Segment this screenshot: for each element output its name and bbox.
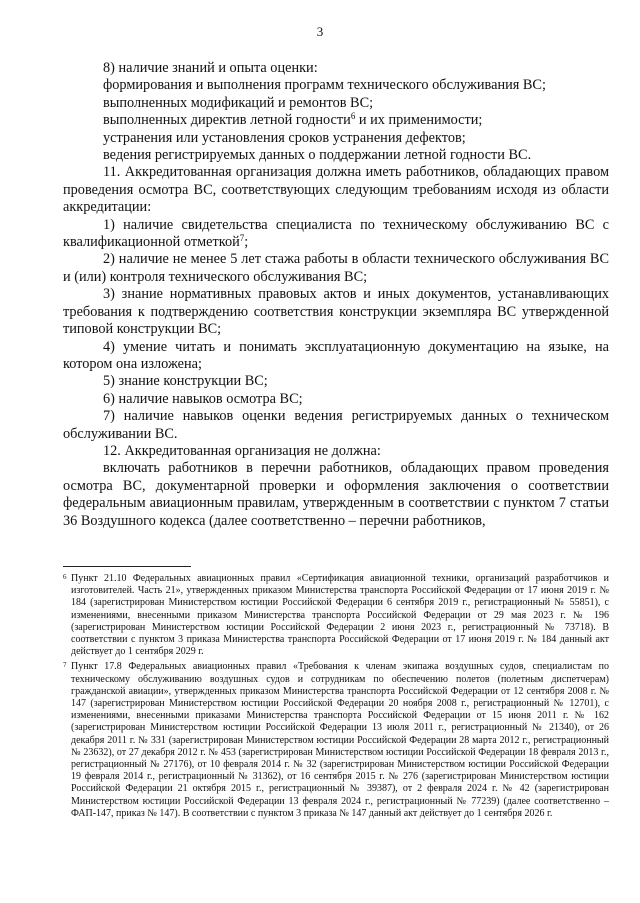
footnote-mark: 7 [63, 661, 67, 670]
footnote-ref-6: 6 [350, 111, 356, 122]
paragraph-experience: 2) наличие не менее 5 лет стажа работы в области технического обслуживания ВС и (или) контроля технического обслуживания ВС; [63, 251, 609, 285]
footnote-ref-7: 7 [239, 233, 245, 244]
paragraph-recorded-data: ведения регистрируемых данных о поддержании летной годности ВС. [103, 147, 532, 164]
paragraph-certificate [63, 217, 609, 252]
footnote-text: Пункт 17.8 Федеральных авиационных правил «Требования к членам экипажа воздушных судов, специалистам по техническому обслуживанию воздушных судов и сотрудникам по обеспечению полетов (полетным диспетчерам) гражданской авиации», утвержденных приказом Министерства транспорта Российской Федерации от 12 сентября 2008 г. № 147 (зарегистрирован Министерством юстиции Российской Федерации 20 ноября 2008 г., регистрационный № 12701), с изменениями, внесенными приказами Министерства транспорта Российской Федерации от 15 июня 2011 г. № 162 (зарегистрирован Министерством юстиции Российской Федерации 13 июля 2011 г., регистрационный № 21340), от 26 декабря 2011 г. № 331 (зарегистрирован Министерством юстиции Российской Федерации 28 марта 2012 г., регистрационный № 23632), от 27 декабря 2012 г. № 453 (зарегистрирован Министерством юстиции Российской Федерации 18 февраля 2013 г., регистрационный № 27176), от 10 февраля 2014 г. № 32 (зарегистрирован Министерством юстиции Российской Федерации 19 февраля 2014 г., регистрационный № 31362), от 16 сентября 2015 г. № 276 (зарегистрирован Министерством юстиции Российской Федерации 21 октября 2015 г., регистрационный № 39387), от 2 февраля 2024 г. № 42 (зарегистрирован Министерством юстиции Российской Федерации 13 февраля 2024 г., регистрационный № 77239) (далее соответственно – ФАП-147, приказ № 147). В соответствии с пунктом 3 приказа № 147 данный акт действует до 1 сентября 2026 г. [71, 661, 609, 819]
paragraph-text: выполненных директив летной годности [103, 112, 351, 129]
paragraph-text: ; [244, 234, 249, 251]
paragraph-documentation: 4) умение читать и понимать эксплуатационную документацию на языке, на котором она изложена; [63, 338, 609, 372]
footnote-mark: 6 [63, 573, 67, 581]
paragraph-data-skills: 7) наличие навыков оценки ведения регистрируемых данных о техническом обслуживании ВС. [63, 408, 609, 442]
footnotes [63, 573, 609, 823]
paragraph-defects: устранения или установления сроков устранения дефектов; [103, 129, 466, 146]
paragraph-include-workers: включать работников в перечни работников, обладающих правом проведения осмотра ВС, документарной проверки и оформления заключения о соответствии федеральным авиационным правилам, утвержденным в соответствии с пунктом 7 статьи 36 Воздушного кодекса (далее соответственно – перечни работников, [63, 460, 609, 529]
paragraph-construction: 5) знание конструкции ВС; [103, 373, 268, 390]
footnote-7 [63, 661, 609, 820]
paragraph-knowledge-heading: 8) наличие знаний и опыта оценки: [103, 60, 318, 76]
paragraph-modifications: выполненных модификаций и ремонтов ВС; [103, 94, 374, 111]
paragraph-inspection-skills: 6) наличие навыков осмотра ВС; [103, 390, 303, 407]
paragraph-text: 1) наличие свидетельства специалиста по техническому обслуживанию ВС с квалификационной отметкой [63, 216, 609, 251]
paragraph-airworthiness-directives [63, 112, 609, 129]
main-text [63, 60, 609, 530]
page-number: 3 [316, 24, 324, 39]
paragraph-text: и их применимости; [355, 112, 483, 129]
paragraph-section-11: 11. Аккредитованная организация должна иметь работников, обладающих правом проведения осмотра ВС, соответствующих следующим требованиям исходя из области аккредитации: [63, 164, 609, 216]
paragraph-section-12: 12. Аккредитованная организация не должна: [103, 442, 381, 459]
paragraph-regulations: 3) знание нормативных правовых актов и иных документов, устанавливающих требования к подтверждению соответствия конструкции экземпляра ВС утвержденной типовой конструкции ВС; [63, 286, 609, 338]
footnote-text: Пункт 21.10 Федеральных авиационных правил «Сертификация авиационной техники, организаций разработчиков и изготовителей. Часть 21», утвержденных приказом Министерства транспорта Российской Федерации от 17 июня 2019 г. № 184 (зарегистрирован Министерством юстиции Российской Федерации 6 сентября 2019 г., регистрационный № 55851), с изменениями, внесенными приказом Министерства транспорта Российской Федерации от 29 мая 2023 г. № 196 (зарегистрирован Министерством юстиции Российской Федерации 2 июня 2023 г., регистрационный № 73718). В соответствии с пунктом 3 приказа Министерства транспорта Российской Федерации от 17 июня 2019 г. № 184 данный акт действует до 1 сентября 2029 г. [71, 573, 609, 658]
footnote-separator [63, 566, 191, 567]
paragraph-maintenance-programs: формирования и выполнения программ технического обслуживания ВС; [103, 77, 546, 94]
footnote-6 [63, 573, 609, 658]
